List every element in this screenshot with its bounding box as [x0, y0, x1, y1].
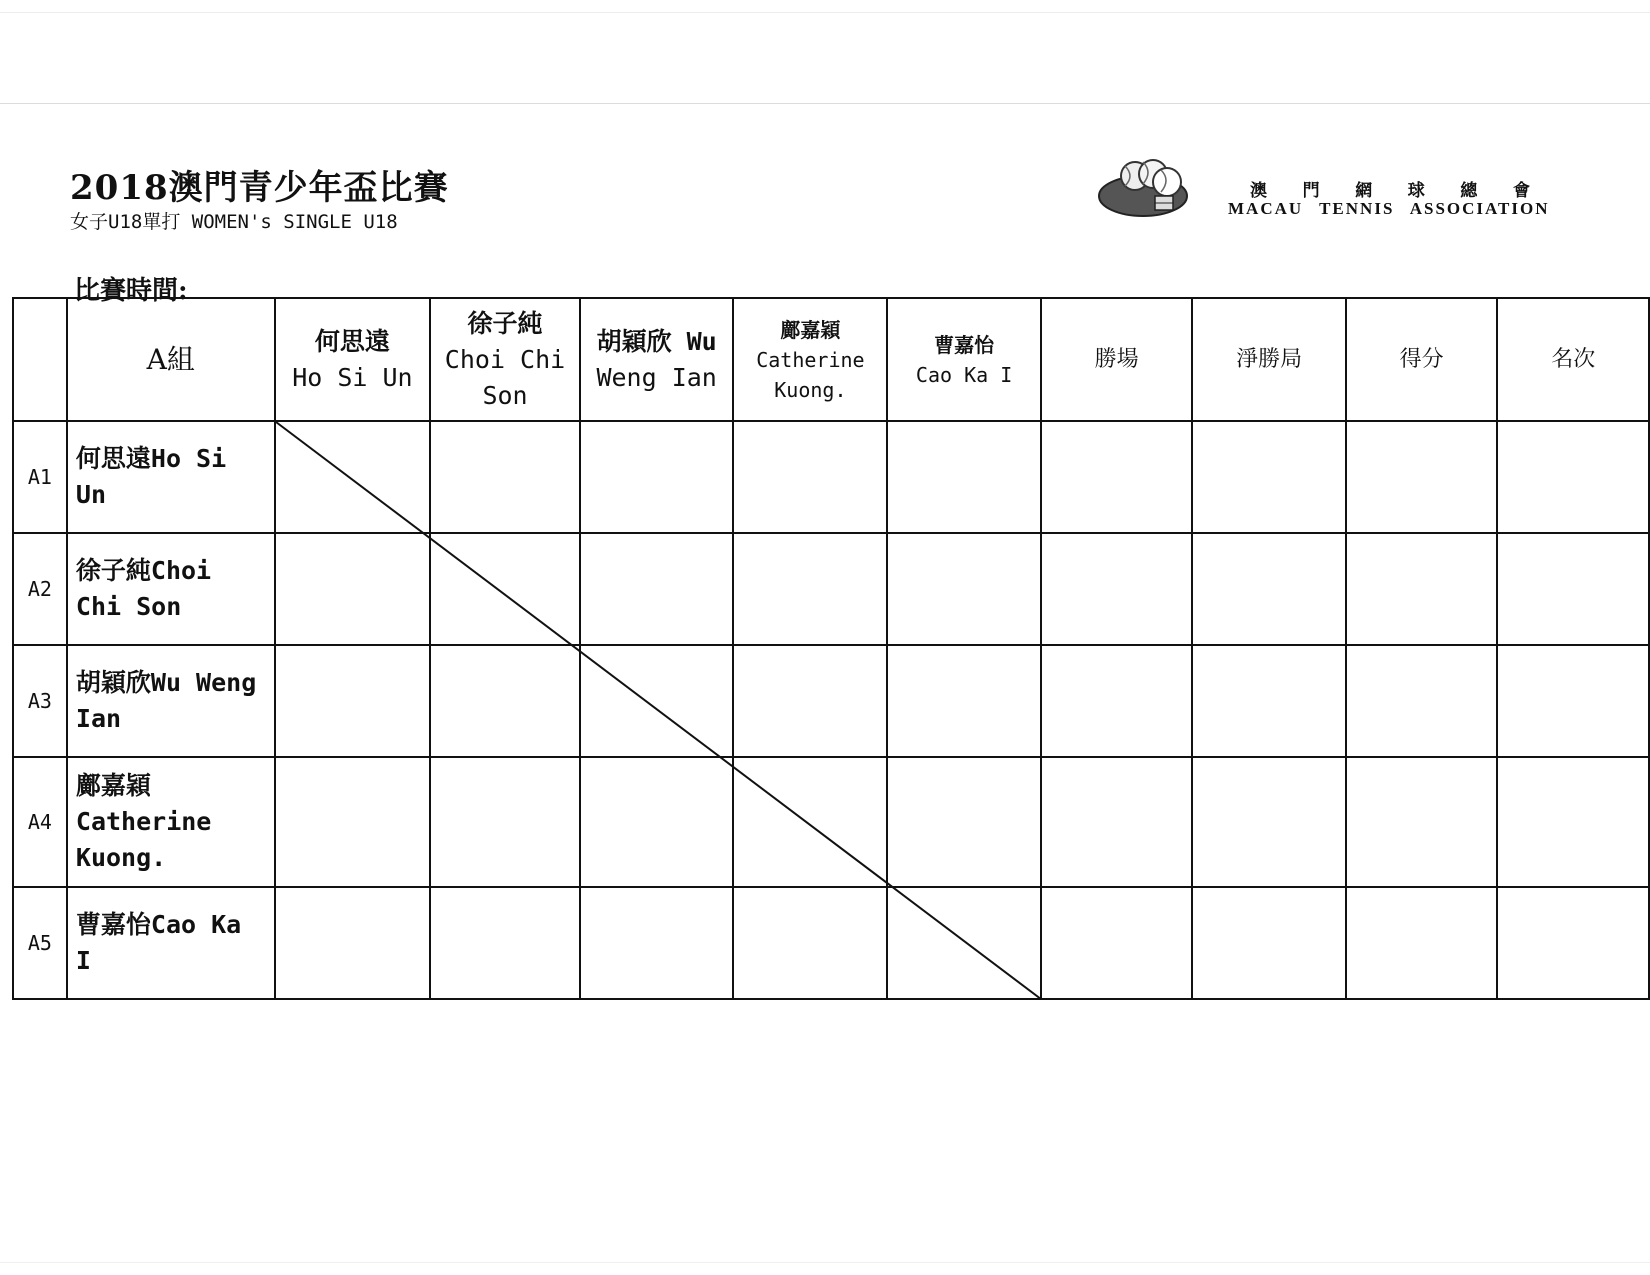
player-name-line: I — [75, 946, 91, 975]
player-name — [67, 887, 275, 999]
result-cell[interactable] — [1497, 533, 1649, 645]
column-header-player — [733, 298, 887, 421]
score-cell[interactable] — [733, 421, 887, 533]
score-cell[interactable] — [887, 887, 1041, 999]
score-cell[interactable] — [430, 645, 580, 757]
association-char: 球 — [1407, 181, 1425, 201]
result-cell[interactable] — [1192, 757, 1346, 887]
corner-cell — [13, 298, 67, 421]
column-header-cn: 胡穎欣 Wu — [596, 326, 717, 356]
column-header-player — [887, 298, 1041, 421]
score-cell[interactable] — [580, 645, 734, 757]
association-char: 門 — [1302, 181, 1320, 201]
player-name-line: 何思遠Ho Si — [75, 444, 227, 473]
column-header-rank: 名次 — [1497, 298, 1649, 421]
score-cell[interactable] — [580, 533, 734, 645]
result-cell[interactable] — [1497, 757, 1649, 887]
result-cell[interactable] — [1192, 421, 1346, 533]
score-cell[interactable] — [733, 645, 887, 757]
result-cell[interactable] — [1041, 421, 1193, 533]
player-name — [67, 645, 275, 757]
match-time-label: 比賽時間: — [74, 276, 188, 306]
score-cell[interactable] — [887, 757, 1041, 887]
player-id: A4 — [13, 757, 67, 887]
score-cell[interactable] — [430, 421, 580, 533]
column-header-en: Cao Ka I — [915, 362, 1013, 387]
player-name-line: Chi Son — [75, 592, 182, 621]
column-header-en: Ho Si Un — [292, 362, 413, 392]
group-label: A組 — [67, 298, 275, 421]
result-cell[interactable] — [1346, 645, 1498, 757]
result-cell[interactable] — [1041, 645, 1193, 757]
player-id: A5 — [13, 887, 67, 999]
result-cell[interactable] — [1346, 421, 1498, 533]
table-row — [13, 887, 1649, 999]
score-cell[interactable] — [887, 645, 1041, 757]
column-header-cn: 徐子純 — [467, 308, 543, 338]
column-header-player — [275, 298, 431, 421]
column-header-en: Son — [482, 380, 528, 410]
association-char: 網 — [1355, 181, 1373, 201]
association-name-english: MACAU TENNIS ASSOCIATION — [1228, 199, 1550, 218]
result-cell[interactable] — [1041, 757, 1193, 887]
player-name-line: 胡穎欣Wu Weng — [75, 668, 257, 697]
page-subtitle: 女子U18單打 WOMEN's SINGLE U18 — [70, 211, 398, 233]
column-header-wins: 勝場 — [1041, 298, 1193, 421]
result-cell[interactable] — [1346, 887, 1498, 999]
score-cell[interactable] — [580, 887, 734, 999]
result-cell[interactable] — [1192, 645, 1346, 757]
score-cell[interactable] — [275, 533, 431, 645]
player-name-line: 曹嘉怡Cao Ka — [75, 910, 242, 939]
result-cell[interactable] — [1346, 533, 1498, 645]
player-id: A2 — [13, 533, 67, 645]
column-header-cn: 何思遠 — [314, 326, 390, 356]
player-name-line: Un — [75, 480, 106, 509]
tennis-ball-logo-icon — [1095, 152, 1195, 222]
column-header-net-games: 淨勝局 — [1192, 298, 1346, 421]
player-name-line: Ian — [75, 704, 122, 733]
score-cell[interactable] — [430, 533, 580, 645]
column-header-cn: 鄺嘉穎 — [780, 317, 841, 342]
score-cell[interactable] — [887, 421, 1041, 533]
column-header-en: Choi Chi — [444, 344, 566, 374]
player-name-line: Kuong. — [75, 843, 167, 872]
score-cell[interactable] — [887, 533, 1041, 645]
association-name-chinese — [1250, 176, 1530, 201]
column-header-en: Kuong. — [774, 377, 847, 402]
association-char: 澳 — [1250, 181, 1267, 201]
result-cell[interactable] — [1041, 533, 1193, 645]
score-cell[interactable] — [275, 887, 431, 999]
player-name — [67, 533, 275, 645]
column-header-en: Catherine — [756, 347, 865, 372]
column-header-en: Weng Ian — [596, 362, 717, 392]
result-cell[interactable] — [1192, 533, 1346, 645]
result-cell[interactable] — [1497, 645, 1649, 757]
association-char: 會 — [1512, 181, 1530, 201]
round-robin-table — [12, 297, 1650, 1029]
result-cell[interactable] — [1497, 887, 1649, 999]
result-cell[interactable] — [1041, 887, 1193, 999]
score-cell[interactable] — [275, 645, 431, 757]
player-name-line: 鄺嘉穎 — [75, 771, 151, 800]
player-name — [67, 757, 275, 887]
score-cell[interactable] — [430, 757, 580, 887]
result-cell[interactable] — [1497, 421, 1649, 533]
score-cell[interactable] — [580, 757, 734, 887]
player-id: A1 — [13, 421, 67, 533]
table-row — [13, 645, 1649, 757]
column-header-player — [580, 298, 734, 421]
table-row — [13, 533, 1649, 645]
association-char: 總 — [1460, 181, 1478, 201]
column-header-points: 得分 — [1346, 298, 1498, 421]
column-header-cn: 曹嘉怡 — [934, 332, 995, 357]
table-row — [13, 757, 1649, 887]
scan-edge-line — [0, 103, 1650, 104]
score-cell[interactable] — [430, 887, 580, 999]
result-cell[interactable] — [1346, 757, 1498, 887]
player-name — [67, 421, 275, 533]
score-cell[interactable] — [580, 421, 734, 533]
page-title: 2018澳門青少年盃比賽 — [70, 168, 449, 208]
result-cell[interactable] — [1192, 887, 1346, 999]
scan-edge-top — [0, 12, 1650, 13]
score-cell[interactable] — [733, 533, 887, 645]
score-cell[interactable] — [275, 421, 431, 533]
player-id: A3 — [13, 645, 67, 757]
table-header-row — [13, 298, 1649, 421]
column-header-player — [430, 298, 580, 421]
score-cell[interactable] — [733, 887, 887, 999]
score-cell[interactable] — [275, 757, 431, 887]
player-name-line: Catherine — [75, 807, 212, 836]
player-name-line: 徐子純Choi — [75, 556, 212, 585]
score-cell[interactable] — [733, 757, 887, 887]
table-row — [13, 421, 1649, 533]
scan-edge-bottom — [0, 1262, 1650, 1263]
